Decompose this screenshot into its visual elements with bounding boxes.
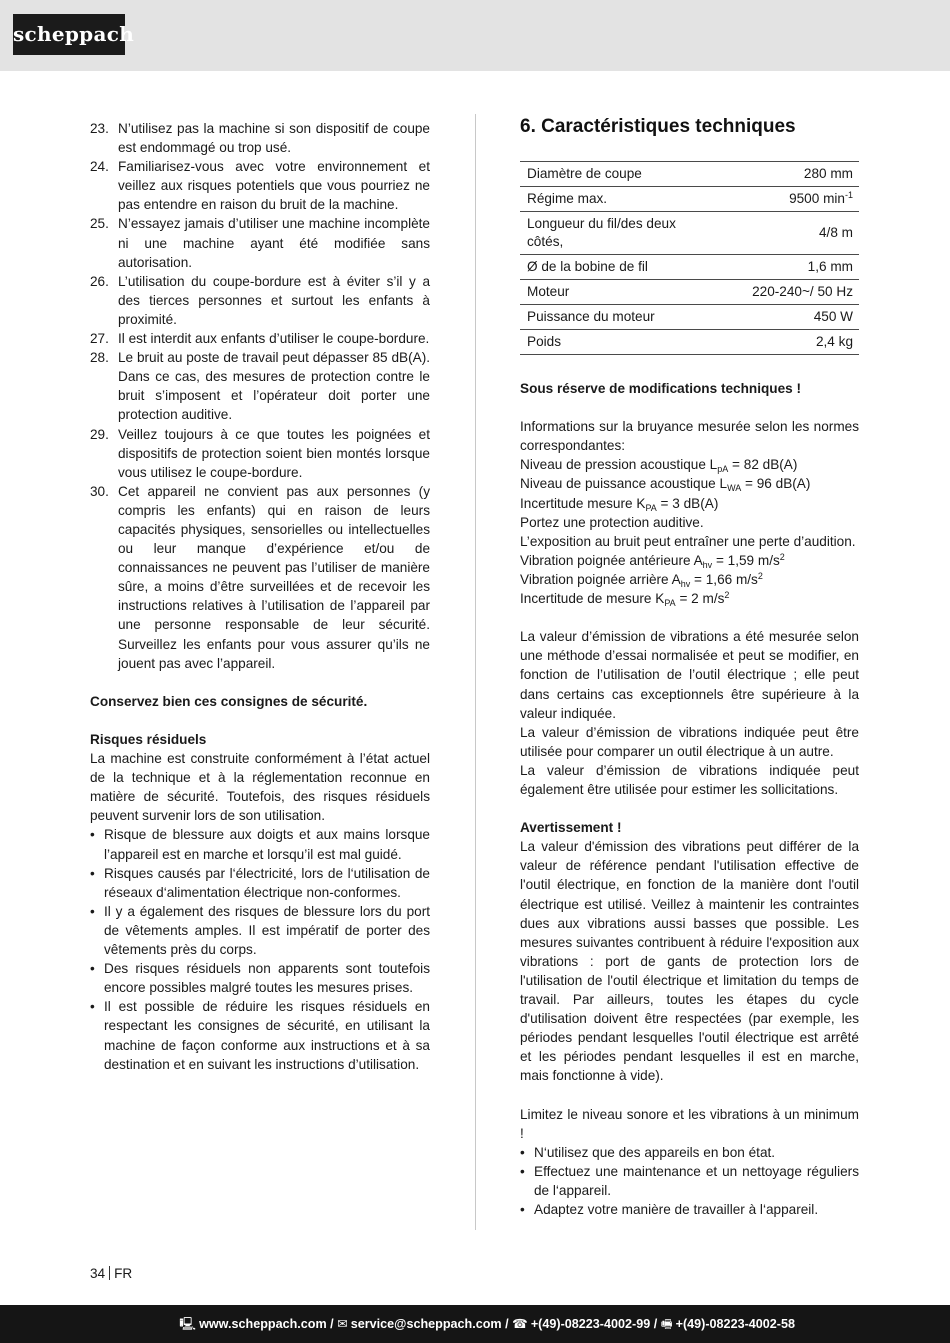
warning-heading: Avertissement ! xyxy=(520,820,622,836)
specs-table xyxy=(520,161,859,355)
fax-icon: 🖷 xyxy=(660,1317,673,1331)
spec-label: Ø de la bobine de fil xyxy=(520,255,720,280)
phone-number: +(49)-08223-4002-99 xyxy=(530,1317,651,1331)
list-item: • N‘utilisez que des appareils en bon état. xyxy=(520,1144,776,1160)
scheppach-logo: scheppach xyxy=(13,14,125,55)
list-item: 25. N’essayez jamais d’utiliser une machine incomplète ni une machine ayant été modifiée sans autorisation. xyxy=(90,216,430,270)
spec-value: 9500 $\min^{-1}$ xyxy=(720,187,859,212)
residual-risks-list xyxy=(90,825,430,1073)
fax-number: +(49)-08223-4002-58 xyxy=(675,1317,795,1331)
table-row xyxy=(520,187,859,212)
page-header xyxy=(0,0,950,71)
spec-value: 2,4 kg xyxy=(720,330,859,355)
spec-value: 220-240~/ 50 Hz xyxy=(720,280,859,305)
spec-label: Poids xyxy=(520,330,720,355)
list-item: • Des risques résiduels non apparents sont toutefois encore possibles malgré toutes les mesures prises. xyxy=(90,961,430,996)
vibration-paragraph: La valeur d’émission de vibrations indiquée peut également être utilisée pour estimer les sollicitations. xyxy=(520,762,859,797)
vibration-paragraph: La valeur d’émission de vibrations a été mesurée selon une méthode d’essai normalisée et peut se modifier, en fonction de l’utilisation de l’outil électrique ; elle peut dans certains cas exceptionnels être supérieure à la valeur indiquée. xyxy=(520,629,859,721)
spec-label: Régime max. xyxy=(520,187,720,212)
list-item: • Il est possible de réduire les risques résiduels en respectant les consignes de sécurité, en utilisant la machine de façon conforme aux instructions et à sa destination et en suivant les instructions d’utilisation. xyxy=(90,999,430,1072)
vibration-paragraph: La valeur d’émission de vibrations indiquée peut être utilisée pour comparer un outil électrique à un autre. xyxy=(520,724,859,759)
limit-note: Limitez le niveau sonore et les vibrations à un minimum ! xyxy=(520,1106,859,1141)
hearing-protection-note: Portez une protection auditive. xyxy=(520,514,704,530)
residual-risks-heading: Risques résiduels xyxy=(90,732,207,747)
list-item: 24. Familiarisez-vous avec votre environnement et veillez aux risques potentiels que vous pourriez ne pas entendre en raison du bruit de la machine. xyxy=(90,159,430,213)
page-number: 34 FR xyxy=(90,1266,133,1281)
list-item: • Il y a également des risques de blessure lors du port de vêtements amples. Il est impératif de porter des vêtements près du corps. xyxy=(90,903,430,958)
section-title: 6. Caractéristiques techniques xyxy=(520,116,796,137)
reserve-note: Sous réserve de modifications techniques ! xyxy=(520,381,802,396)
list-item: • Adaptez votre manière de travailler à l‘appareil. xyxy=(520,1202,819,1218)
table-row xyxy=(520,255,859,280)
warning-text: La valeur d'émission des vibrations peut différer de la valeur de référence pendant l'utilisation effective de l'outil électrique, en fonction de la manière dont l'outil électrique est utilisé. Veillez à maintenir les contraintes dues aux vibrations aussi basses que possible. Les mesures suivantes contribuent à réduire l'exposition aux vibrations : port de gants de protection lors de l'utilisation de l'outil électrique et limitation du temps de travail. Par ailleurs, toutes les étapes du cycle d'utilisation doivent être respectées (par exemple, les périodes pendant lesquelles l'outil électrique est arrêté et les périodes pendant lesquelles il est en marche, mais fonctionne à vide). xyxy=(520,839,859,1084)
contact-footer: 🖳 www.scheppach.com / ✉ service@scheppach.com / ☎ +(49)-08223-4002-99 / 🖷 +(49)-08223-4002-58 xyxy=(0,1305,950,1343)
list-item: 29. Veillez toujours à ce que toutes les poignées et dispositifs de protection soient bien montés lorsque vous utilisez le coupe-bordure. xyxy=(90,426,430,480)
spec-label: Puissance du moteur xyxy=(520,305,720,330)
mail-icon: ✉ xyxy=(337,1317,348,1331)
conserve-note: Conservez bien ces consignes de sécurité. xyxy=(90,693,368,709)
noise-intro: Informations sur la bruyance mesurée selon les normes correspondantes: xyxy=(520,419,859,454)
spec-value: 280 mm xyxy=(720,162,859,187)
table-row xyxy=(520,305,859,330)
vibration-uncertainty: Incertitude de mesure $K_{PA} = 2$ $m/s^2$ xyxy=(520,590,730,609)
spec-label: Moteur xyxy=(520,280,720,305)
noise-uncertainty: Incertitude mesure $K_{PA} = 3$ dB(A) xyxy=(520,495,719,513)
sound-pressure-level: Niveau de pression acoustique $L_{pA} = 82$ dB(A) xyxy=(520,457,798,475)
phone-icon: ☎ xyxy=(512,1317,528,1331)
sound-power-level: Niveau de puissance acoustique $L_{WA} = 96$ dB(A) xyxy=(520,476,811,494)
list-item: 27. Il est interdit aux enfants d’utiliser le coupe-bordure. xyxy=(90,331,430,347)
spec-value: 4/8 m xyxy=(720,212,859,255)
spec-label: Diamètre de coupe xyxy=(520,162,720,187)
list-item: 26. L’utilisation du coupe-bordure est à éviter s’il y a des tierces personnes et surtout les enfants à proximité. xyxy=(90,273,430,327)
spec-value: 450 W xyxy=(720,305,859,330)
left-column xyxy=(90,119,430,1074)
spec-value: 1,6 mm xyxy=(720,255,859,280)
list-item: 28. Le bruit au poste de travail peut dépasser 85 dB(A). Dans ce cas, des mesures de protection contre le bruit s’imposent et l’opérateur doit porter une protection auditive. xyxy=(90,350,430,423)
hearing-loss-note: L’exposition au bruit peut entraîner une perte d’audition. xyxy=(520,533,856,549)
table-row xyxy=(520,280,859,305)
right-column xyxy=(520,115,859,1219)
list-item: • Risques causés par l‘électricité, lors de l‘utilisation de réseaux d‘alimentation électrique non-conformes. xyxy=(90,865,430,900)
computer-icon: 🖳 xyxy=(179,1317,197,1331)
vibration-front-handle: Vibration poignée antérieure $A_{hv} = 1,59$ $m/s^2$ xyxy=(520,551,785,570)
table-row xyxy=(520,162,859,187)
list-item: 23. N’utilisez pas la machine si son dispositif de coupe est endommagé ou trop usé. xyxy=(90,121,430,156)
list-item: • Effectuez une maintenance et un nettoyage réguliers de l‘appareil. xyxy=(520,1163,859,1198)
column-divider xyxy=(475,114,476,1230)
website-link[interactable]: www.scheppach.com xyxy=(199,1317,327,1331)
table-row xyxy=(520,212,859,255)
safety-instructions-list xyxy=(90,119,430,673)
spec-label: Longueur du fil/des deux côtés, xyxy=(520,212,720,255)
tips-list xyxy=(520,1143,859,1219)
list-item: • Risque de blessure aux doigts et aux mains lorsque l’appareil est en marche et lorsqu’il est mal guidé. xyxy=(90,827,430,862)
residual-risks-intro: La machine est construite conformément à l’état actuel de la technique et à la réglementation reconnue en matière de sécurité. Toutefois, des risques résiduels peuvent survenir lors de son utilisation. xyxy=(90,751,430,824)
list-item: 30. Cet appareil ne convient pas aux personnes (y compris les enfants) qui en raison de leurs capacités physiques, sensorielles ou intellectuelles ou leur manque d’expérience et/ou de connaissances ne peuvent pas l’utiliser de manière sûre, a moins d’être surveillées et de recevoir les instructions relatives à l’utilisation de l’appareil par une personne responsable de leur sécurité. Surveillez les enfants pour vous assurer qu’ils ne jouent pas avec l’appareil. xyxy=(90,483,430,671)
table-row xyxy=(520,330,859,355)
vibration-rear-handle: Vibration poignée arrière $A_{hv} = 1,66$ $m/s^2$ xyxy=(520,570,763,589)
email-link[interactable]: service@scheppach.com xyxy=(350,1317,502,1331)
